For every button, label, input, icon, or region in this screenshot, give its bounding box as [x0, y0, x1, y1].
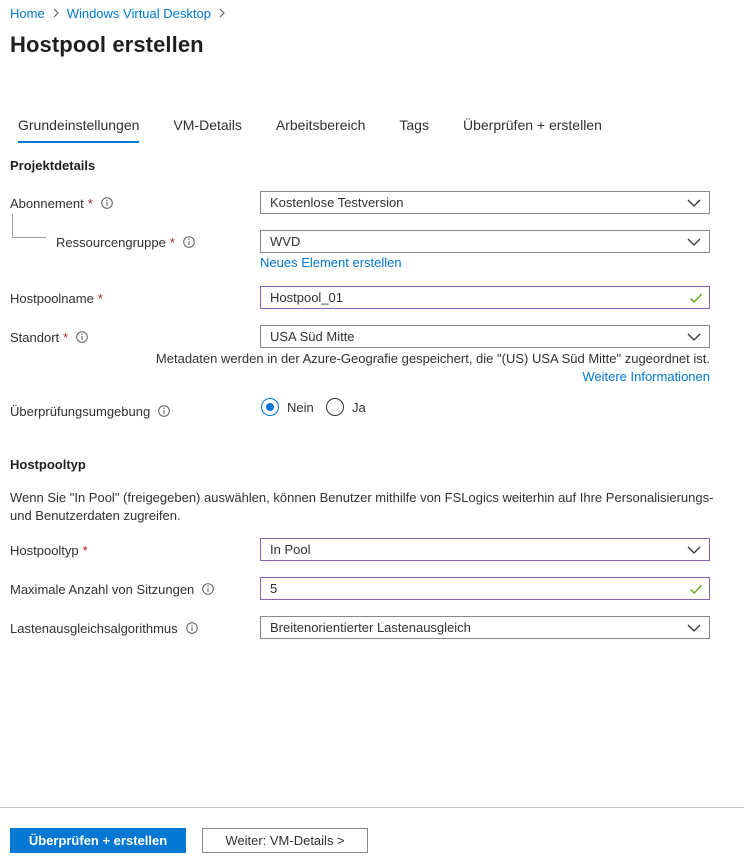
chevron-down-icon — [687, 622, 701, 634]
info-icon[interactable] — [183, 236, 195, 248]
required-marker: * — [63, 329, 69, 345]
abonnement-label-text: Abonnement — [10, 195, 84, 211]
lastenausgleich-dropdown[interactable] — [260, 616, 710, 639]
ressourcengruppe-label — [56, 233, 195, 251]
chevron-down-icon — [687, 544, 701, 556]
hostpooltyp-dropdown[interactable] — [260, 538, 710, 561]
hostpooltyp-description-line1: Wenn Sie "In Pool" (freigegeben) auswählen, können Benutzer mithilfe von FSLogics weiterhin auf Ihre Personalisierungs- — [10, 490, 714, 505]
hostpooltyp-value: In Pool — [270, 542, 311, 557]
ressourcengruppe-value: WVD — [270, 234, 301, 249]
radio-ja-circle[interactable] — [326, 398, 344, 416]
chevron-down-icon — [687, 197, 701, 209]
tab-grundeinstellungen[interactable]: Grundeinstellungen — [10, 113, 139, 143]
max-sitzungen-label-text: Maximale Anzahl von Sitzungen — [10, 581, 195, 597]
tab-ueberpruefen-erstellen[interactable]: Überprüfen + erstellen — [462, 117, 602, 133]
lastenausgleich-label-text: Lastenausgleichsalgorithmus — [10, 620, 178, 636]
required-marker: * — [82, 542, 88, 558]
chevron-down-icon — [687, 331, 701, 343]
info-icon[interactable] — [186, 622, 198, 634]
footer-divider — [0, 807, 744, 808]
tab-arbeitsbereich[interactable]: Arbeitsbereich — [275, 117, 366, 133]
info-icon[interactable] — [76, 331, 88, 343]
info-icon[interactable] — [101, 197, 113, 209]
ressourcengruppe-dropdown[interactable] — [260, 230, 710, 253]
radio-nein[interactable] — [261, 398, 314, 416]
abonnement-value: Kostenlose Testversion — [270, 195, 404, 210]
checkmark-icon — [689, 291, 703, 305]
breadcrumb — [10, 4, 233, 22]
checkmark-icon — [689, 582, 703, 596]
tab-bar — [10, 113, 628, 143]
chevron-down-icon — [687, 236, 701, 248]
standort-label-text: Standort — [10, 329, 60, 345]
section-projektdetails: Projektdetails — [10, 158, 96, 173]
lastenausgleich-label — [10, 619, 198, 637]
max-sitzungen-input-box[interactable] — [260, 577, 710, 600]
radio-nein-circle[interactable] — [261, 398, 279, 416]
required-marker: * — [169, 234, 175, 250]
tree-connector — [12, 214, 46, 238]
ueberpruefungsumgebung-label — [10, 402, 170, 420]
abonnement-dropdown[interactable] — [260, 191, 710, 214]
standort-help-text: Metadaten werden in der Azure-Geografie gespeichert, die "(US) USA Süd Mitte" zugeordnet ist. — [155, 351, 710, 366]
radio-ja[interactable] — [326, 398, 366, 416]
required-marker: * — [97, 290, 103, 306]
page-title: Hostpool erstellen — [10, 32, 204, 57]
abonnement-label — [10, 194, 113, 212]
hostpooltyp-description-line2: und Benutzerdaten zugreifen. — [10, 508, 181, 523]
standort-dropdown[interactable] — [260, 325, 710, 348]
tab-tags[interactable]: Tags — [399, 117, 429, 133]
tab-vm-details[interactable]: VM-Details — [173, 117, 242, 133]
hostpooltyp-label-text: Hostpooltyp — [10, 542, 79, 558]
chevron-right-icon — [219, 8, 225, 18]
hostpoolname-input[interactable] — [270, 290, 670, 305]
hostpoolname-label-text: Hostpoolname — [10, 290, 94, 306]
ressourcengruppe-label-text: Ressourcengruppe — [56, 234, 166, 250]
max-sitzungen-label — [10, 580, 214, 598]
breadcrumb-windows-virtual-desktop[interactable]: Windows Virtual Desktop — [66, 5, 211, 21]
breadcrumb-home[interactable]: Home — [10, 5, 45, 21]
info-icon[interactable] — [158, 405, 170, 417]
lastenausgleich-value: Breitenorientierter Lastenausgleich — [270, 620, 471, 635]
info-icon[interactable] — [202, 583, 214, 595]
standort-label — [10, 328, 88, 346]
ueberpruefen-erstellen-button[interactable]: Überprüfen + erstellen — [10, 828, 186, 853]
max-sitzungen-input[interactable] — [270, 581, 670, 596]
weitere-informationen-link[interactable]: Weitere Informationen — [582, 369, 710, 384]
hostpoolname-label — [10, 289, 103, 307]
section-hostpooltyp: Hostpooltyp — [10, 457, 86, 472]
ueberpruefungsumgebung-label-text: Überprüfungsumgebung — [10, 403, 151, 419]
neues-element-erstellen-link[interactable]: Neues Element erstellen — [260, 255, 402, 270]
standort-value: USA Süd Mitte — [270, 329, 355, 344]
radio-ja-label: Ja — [352, 399, 366, 415]
hostpoolname-input-box[interactable] — [260, 286, 710, 309]
hostpooltyp-label — [10, 541, 88, 559]
required-marker: * — [87, 195, 93, 211]
weiter-vm-details-button[interactable]: Weiter: VM-Details > — [202, 828, 368, 853]
chevron-right-icon — [53, 8, 59, 18]
radio-nein-label: Nein — [287, 399, 314, 415]
